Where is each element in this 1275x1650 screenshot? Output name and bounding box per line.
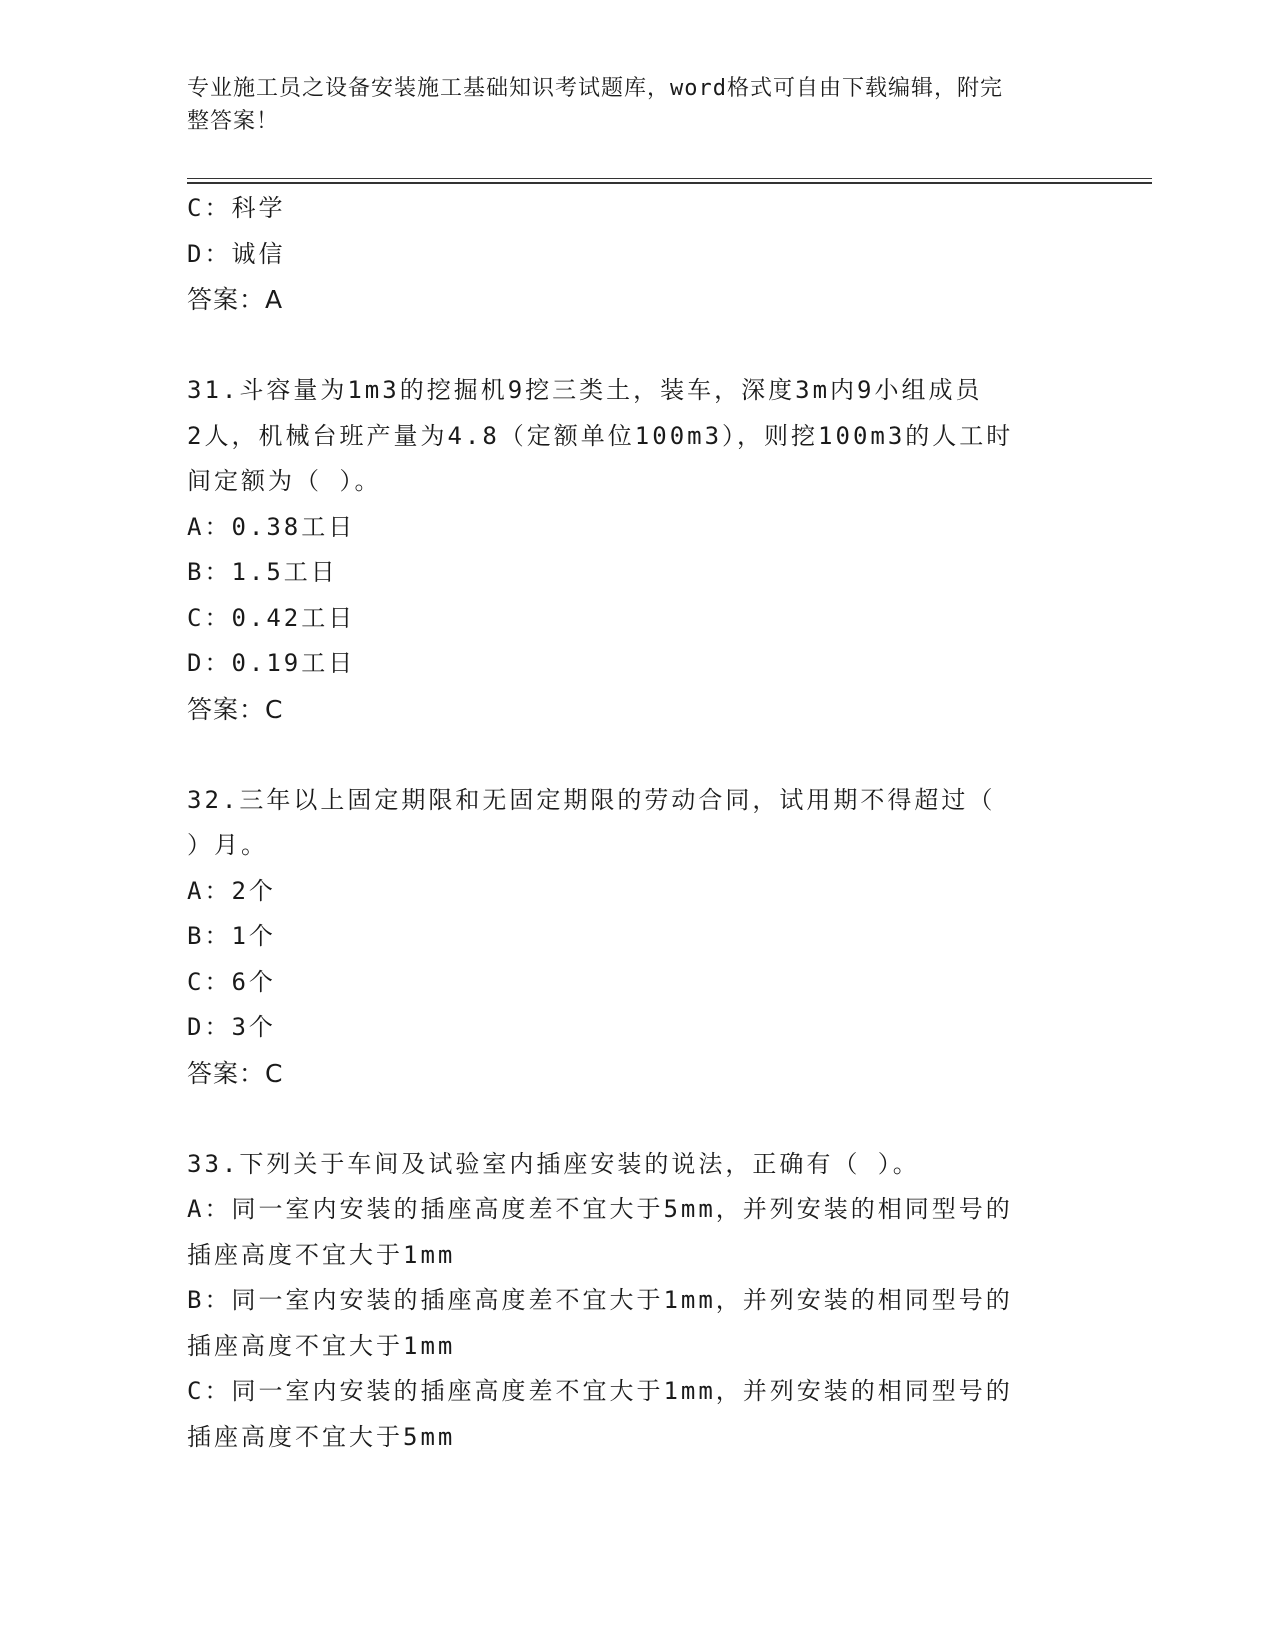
- header-title-line-2: 整答案！: [187, 109, 280, 134]
- q31-stem-line-1: 31.斗容量为1m3的挖掘机9挖三类土，装车，深度3m内9小组成员: [187, 376, 983, 404]
- q32-stem-line-1: 32.三年以上固定期限和无固定期限的劳动合同，试用期不得超过（: [187, 785, 996, 814]
- q33-option-c-line-2: 插座高度不宜大于5mm: [187, 1422, 456, 1451]
- q33-option-a-line-1: A：同一室内安装的插座高度差不宜大于5mm，并列安装的相同型号的: [187, 1195, 1013, 1223]
- q32-answer: 答案：C: [187, 1058, 284, 1088]
- q31-answer: 答案：C: [187, 694, 284, 724]
- spacer: [187, 1096, 1067, 1142]
- q33-option-b-line-1: B：同一室内安装的插座高度差不宜大于1mm，并列安装的相同型号的: [187, 1286, 1013, 1314]
- spacer: [187, 323, 1067, 369]
- header-divider-thin: [187, 178, 1152, 179]
- q32-option-a: A：2个: [187, 876, 276, 905]
- q31-option-c: C：0.42工日: [187, 603, 356, 632]
- question-31: [187, 368, 1067, 732]
- q30-answer: 答案：A: [187, 285, 284, 314]
- q31-option-d: D：0.19工日: [187, 649, 356, 677]
- q32-stem-line-2: ）月。: [187, 831, 268, 859]
- q31-option-a: A：0.38工日: [187, 512, 356, 541]
- q33-option-a-line-2: 插座高度不宜大于1mm: [187, 1240, 456, 1269]
- document-header: [187, 72, 1067, 138]
- q31-stem-line-2: 2人，机械台班产量为4.8（定额单位100m3），则挖100m3的人工时: [187, 421, 1014, 450]
- q33-stem-line-1: 33.下列关于车间及试验室内插座安装的说法，正确有（ ）。: [187, 1149, 920, 1178]
- q31-stem-line-3: 间定额为（ ）。: [187, 467, 382, 495]
- question-32: [187, 778, 1067, 1097]
- q30-option-c: C：科学: [187, 194, 286, 222]
- q32-option-b: B：1个: [187, 922, 276, 950]
- spacer: [187, 732, 1067, 778]
- header-divider-thick: [187, 182, 1152, 184]
- q31-option-b: B：1.5工日: [187, 558, 338, 586]
- q32-option-c: C：6个: [187, 967, 276, 996]
- q33-option-c-line-1: C：同一室内安装的插座高度差不宜大于1mm，并列安装的相同型号的: [187, 1377, 1013, 1405]
- q30-option-d: D：诚信: [187, 239, 286, 268]
- q33-option-b-line-2: 插座高度不宜大于1mm: [187, 1331, 456, 1360]
- question-33: [187, 1142, 1067, 1461]
- q32-option-d: D：3个: [187, 1013, 276, 1041]
- question-list: [187, 186, 1067, 1460]
- header-title-line-1: 专业施工员之设备安装施工基础知识考试题库，word格式可自由下载编辑，附完: [187, 76, 1003, 101]
